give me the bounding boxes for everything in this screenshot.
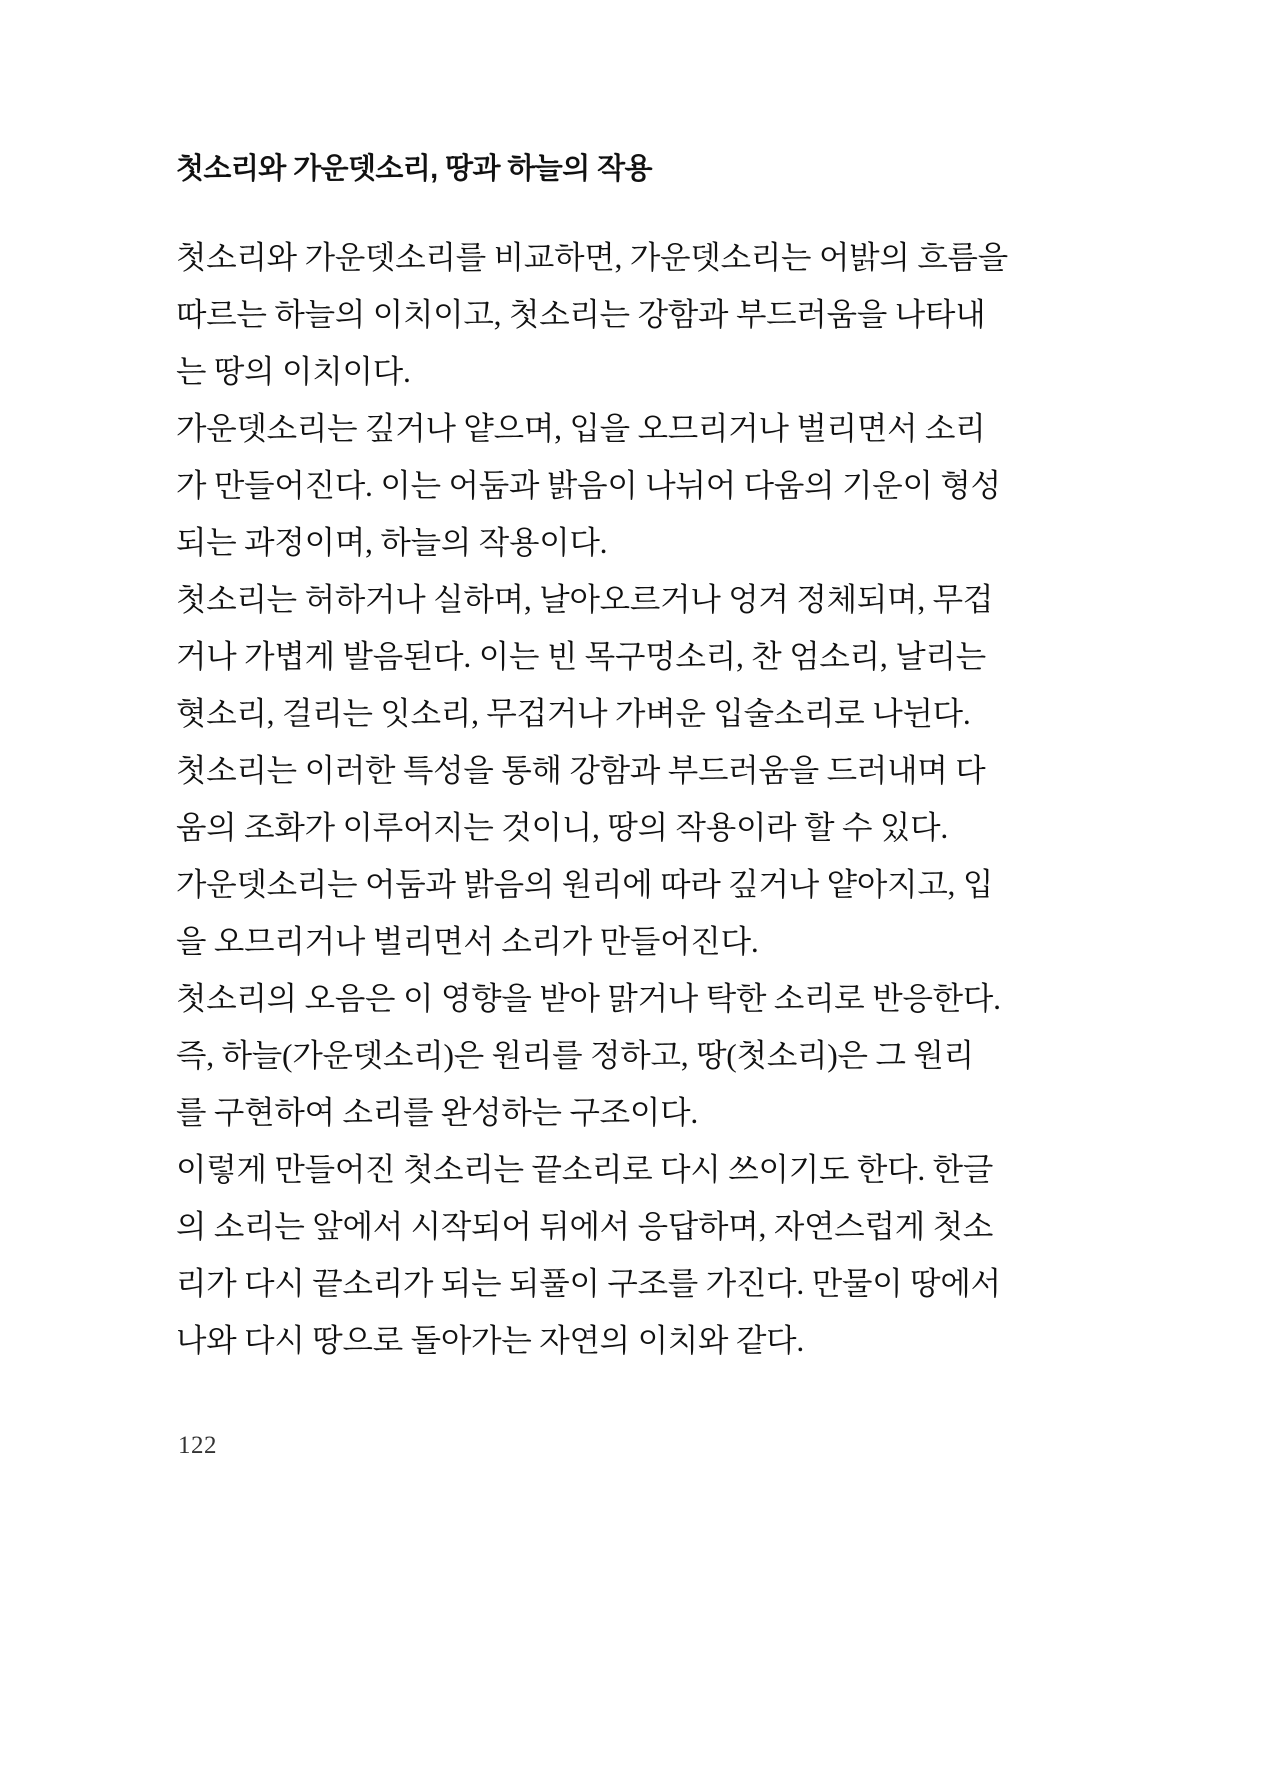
text-line: 따르는 하늘의 이치이고, 첫소리는 강함과 부드러움을 나타내	[176, 297, 986, 333]
text-line: 의 소리는 앞에서 시작되어 뒤에서 응답하며, 자연스럽게 첫소	[176, 1209, 994, 1245]
text-line: 첫소리는 이러한 특성을 통해 강함과 부드러움을 드러내며 다	[176, 753, 986, 789]
text-line: 를 구현하여 소리를 완성하는 구조이다.	[176, 1095, 699, 1131]
page-number: 122	[178, 1432, 217, 1459]
text-line: 혓소리, 걸리는 잇소리, 무겁거나 가벼운 입술소리로 나뉜다.	[176, 696, 971, 732]
text-line: 움의 조화가 이루어지는 것이니, 땅의 작용이라 할 수 있다.	[176, 810, 949, 846]
text-line: 즉, 하늘(가운뎃소리)은 원리를 정하고, 땅(첫소리)은 그 원리	[176, 1038, 974, 1074]
page-title: 첫소리와 가운뎃소리, 땅과 하늘의 작용	[176, 153, 652, 185]
text-line: 리가 다시 끝소리가 되는 되풀이 구조를 가진다. 만물이 땅에서	[176, 1266, 1001, 1302]
page-content	[176, 150, 1009, 1369]
text-line: 거나 가볍게 발음된다. 이는 빈 목구멍소리, 찬 엄소리, 날리는	[176, 639, 986, 675]
text-line: 이렇게 만들어진 첫소리는 끝소리로 다시 쓰이기도 한다. 한글	[176, 1152, 994, 1188]
text-line: 첫소리의 오음은 이 영향을 받아 맑거나 탁한 소리로 반응한다.	[176, 981, 1001, 1017]
text-line: 나와 다시 땅으로 돌아가는 자연의 이치와 같다.	[176, 1323, 805, 1359]
text-line: 가 만들어진다. 이는 어둠과 밝음이 나뉘어 다움의 기운이 형성	[176, 468, 1001, 504]
text-line: 첫소리는 허하거나 실하며, 날아오르거나 엉겨 정체되며, 무겁	[176, 582, 994, 618]
text-line: 되는 과정이며, 하늘의 작용이다.	[176, 525, 608, 561]
text-line: 가운뎃소리는 깊거나 얕으며, 입을 오므리거나 벌리면서 소리	[176, 411, 986, 447]
text-line: 을 오므리거나 벌리면서 소리가 만들어진다.	[176, 924, 759, 960]
paragraph-block-1	[176, 229, 1009, 856]
text-line: 첫소리와 가운뎃소리를 비교하면, 가운뎃소리는 어밝의 흐름을	[176, 240, 1009, 276]
paragraph-block-2	[176, 856, 1000, 1369]
text-line: 가운뎃소리는 어둠과 밝음의 원리에 따라 깊거나 얕아지고, 입	[176, 867, 994, 903]
text-line: 는 땅의 이치이다.	[176, 354, 411, 390]
